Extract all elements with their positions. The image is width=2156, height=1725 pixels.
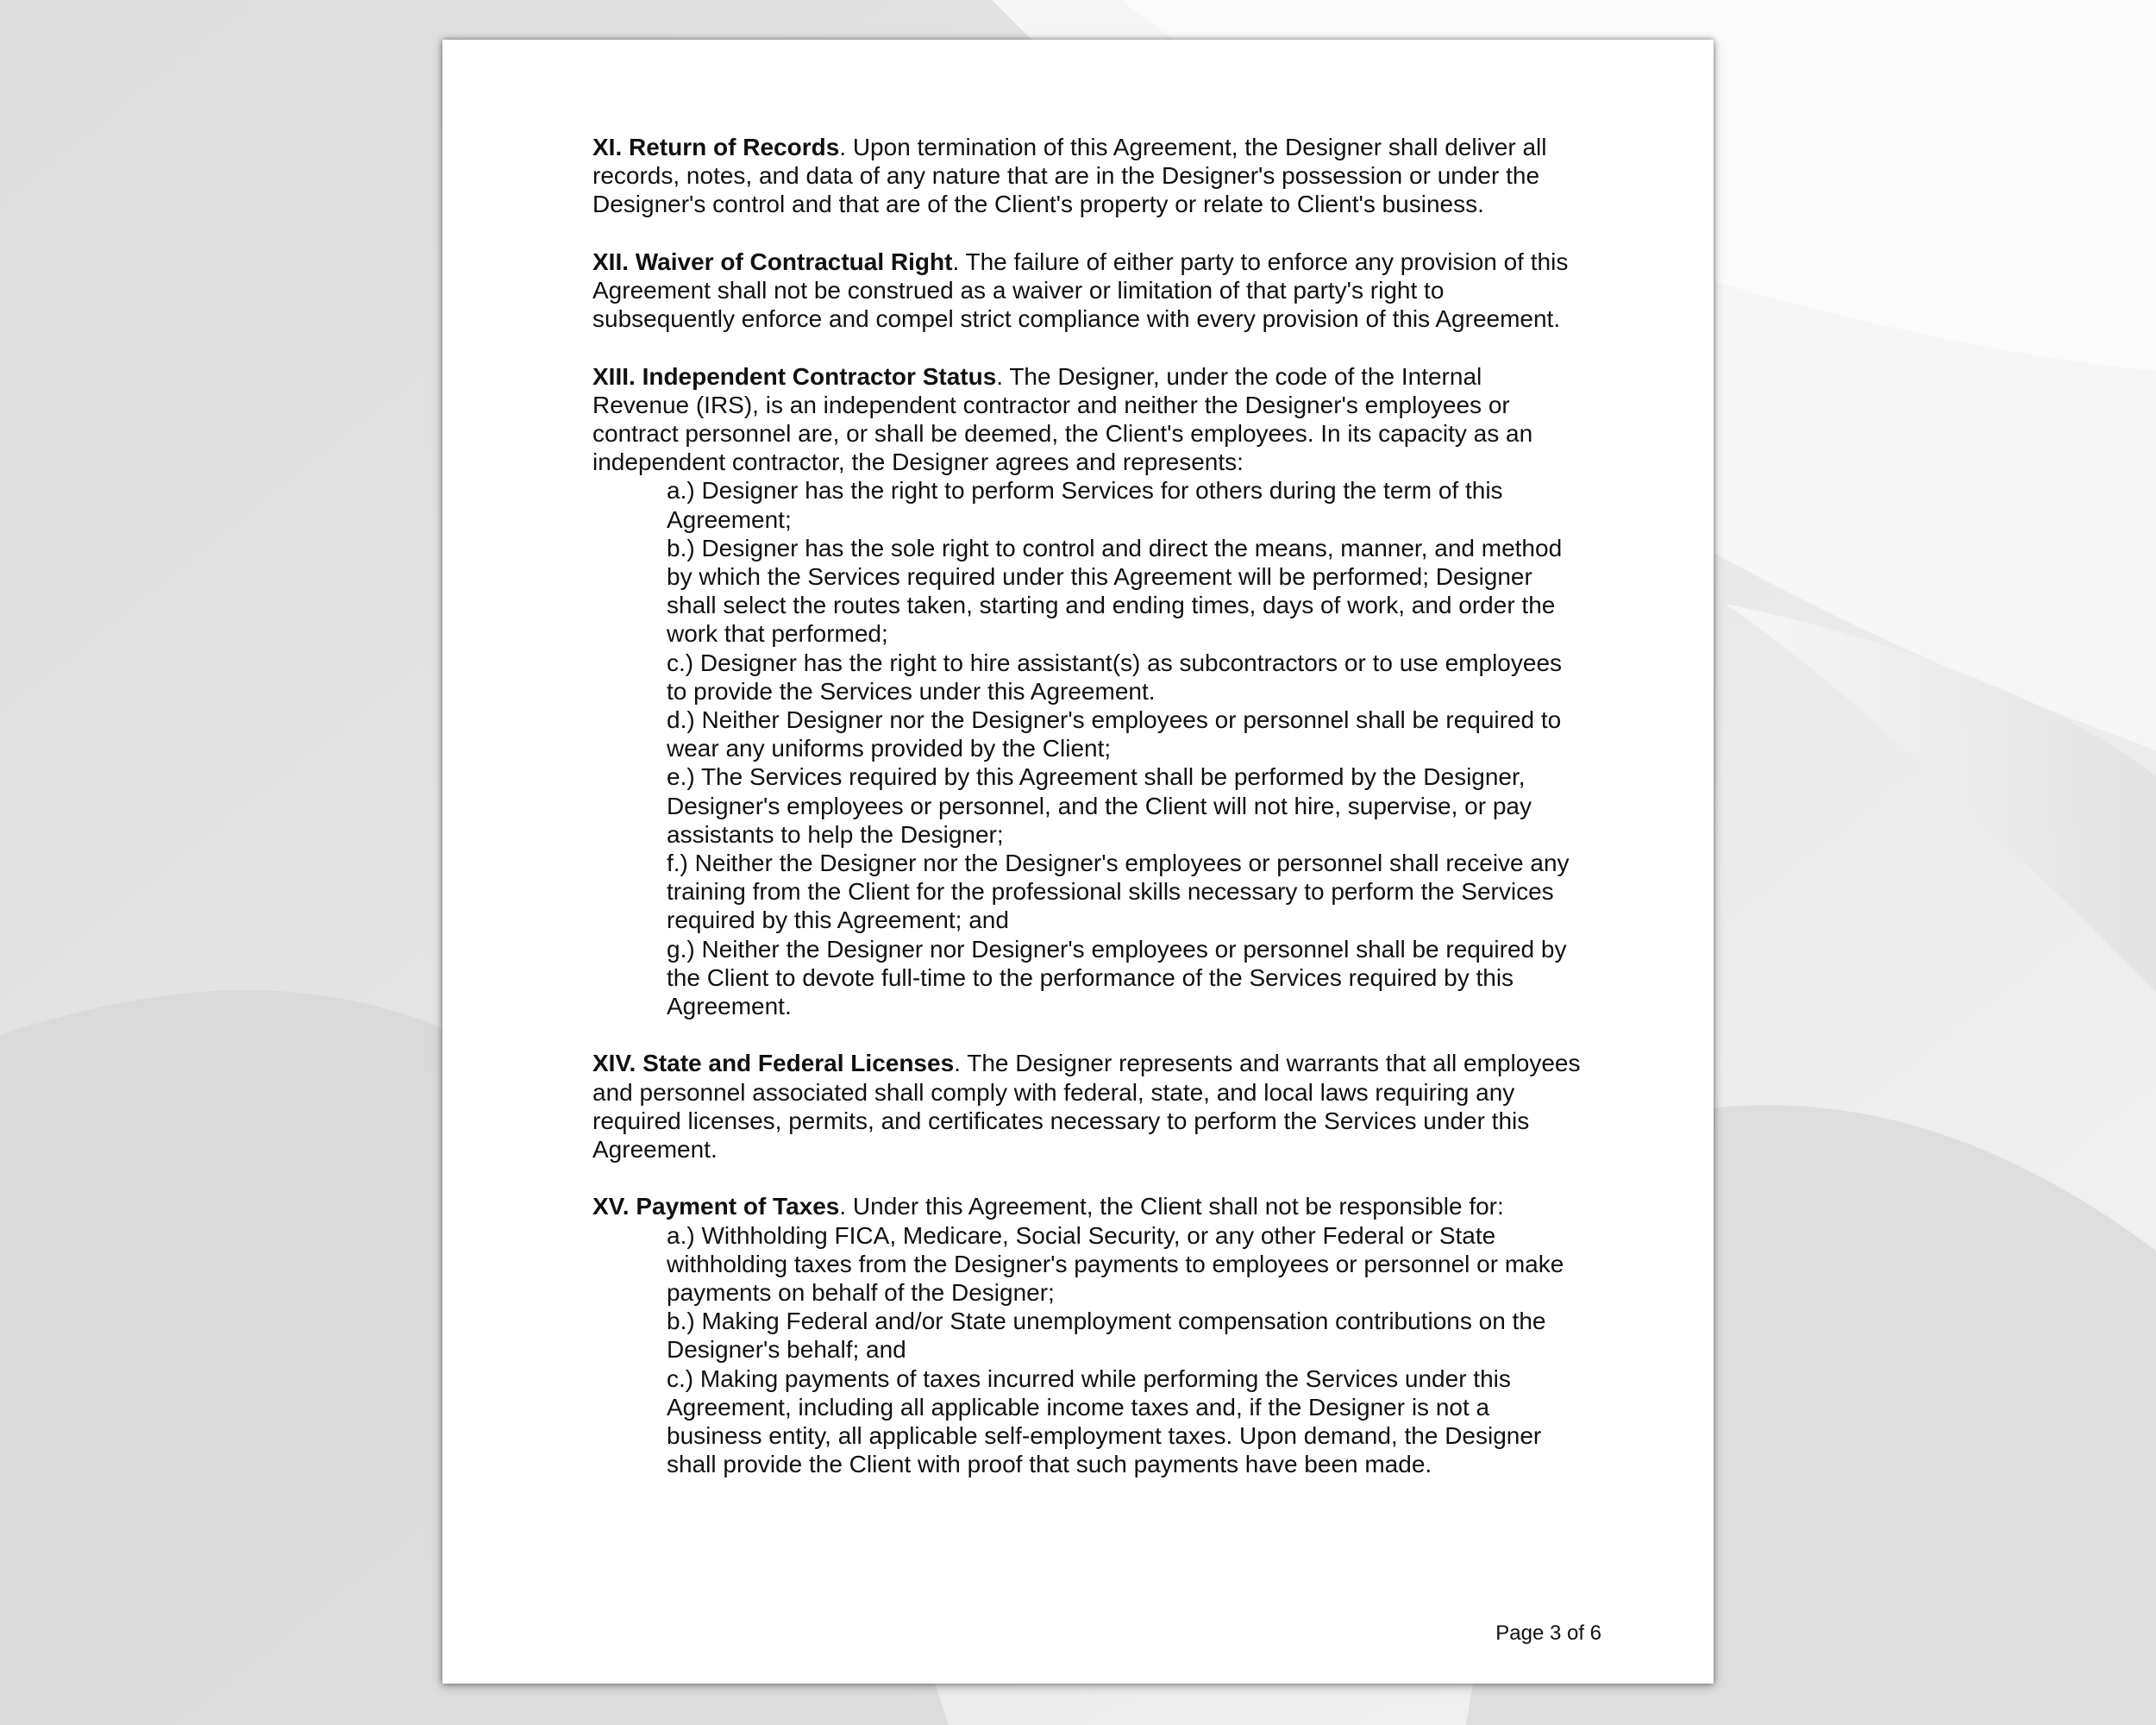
section-independent-contractor-status	[592, 362, 1584, 1021]
section-waiver-of-contractual-right	[592, 248, 1584, 334]
section-paragraph	[592, 1192, 1584, 1220]
section-text: . Under this Agreement, the Client shall not be responsible for:	[839, 1193, 1504, 1220]
section-list	[592, 1221, 1584, 1479]
section-state-and-federal-licenses	[592, 1049, 1584, 1164]
section-heading: XIV. State and Federal Licenses	[592, 1050, 955, 1077]
section-paragraph	[592, 362, 1584, 477]
section-return-of-records	[592, 133, 1584, 219]
list-item: b.) Making Federal and/or State unemployment compensation contributions on the Designer's behalf; and	[667, 1308, 1546, 1364]
page-number: Page 3 of 6	[1495, 1622, 1601, 1645]
list-item: e.) The Services required by this Agreement shall be performed by the Designer, Designer's employees or personnel, and the Client will not hire, supervise, or pay assistants to help the Designer;	[667, 763, 1532, 848]
section-text: . The failure of either party to enforce any provision of this Agreement shall not be construed as a waiver or limitation of that party's right to subsequently enforce and compel strict compliance with every provision of this Agreement.	[592, 248, 1569, 333]
list-item: c.) Making payments of taxes incurred while performing the Services under this Agreement, including all applicable income taxes and, if the Designer is not a business entity, all applicable self-employment taxes. Upon demand, the Designer shall provide the Client with proof that such payments have been made.	[667, 1364, 1542, 1478]
section-heading: XIII. Independent Contractor Status	[592, 362, 997, 390]
document-body	[592, 133, 1584, 1508]
section-text: . The Designer represents and warrants that all employees and personnel associated shall comply with federal, state, and local laws requiring any required licenses, permits, and certificates necessary to perform the Services under this Agreement.	[592, 1050, 1581, 1164]
section-heading: XI. Return of Records	[592, 134, 840, 160]
document-page	[442, 40, 1714, 1684]
list-item: f.) Neither the Designer nor the Designer's employees or personnel shall receive any training from the Client for the professional skills necessary to perform the Services required by this Agreement; and	[667, 850, 1570, 934]
section-paragraph	[592, 1049, 1584, 1164]
section-list	[592, 476, 1584, 1020]
list-item: g.) Neither the Designer nor Designer's employees or personnel shall be required by the Client to devote full-time to the performance of the Services required by this Agreement.	[667, 935, 1567, 1020]
section-heading: XII. Waiver of Contractual Right	[592, 248, 953, 275]
section-paragraph	[592, 133, 1584, 219]
section-text: . The Designer, under the code of the Internal Revenue (IRS), is an independent contractor and neither the Designer's employees or contract personnel are, or shall be deemed, the Client's employees. In its capacity as an independent contractor, the Designer agrees and represents:	[592, 362, 1533, 476]
section-payment-of-taxes	[592, 1192, 1584, 1478]
section-heading: XV. Payment of Taxes	[592, 1193, 840, 1220]
list-item: b.) Designer has the sole right to control and direct the means, manner, and method by which the Services required under this Agreement will be performed; Designer shall select the routes taken, starting and ending times, days of work, and order the work that performed;	[667, 534, 1563, 648]
list-item: a.) Designer has the right to perform Services for others during the term of this Agreement;	[667, 477, 1503, 533]
list-item: d.) Neither Designer nor the Designer's employees or personnel shall be required to wear any uniforms provided by the Client;	[667, 706, 1562, 762]
section-paragraph	[592, 248, 1584, 334]
section-text: . Upon termination of this Agreement, the Designer shall deliver all records, notes, and data of any nature that are in the Designer's possession or under the Designer's control and that are of the Client's property or relate to Client's business.	[592, 134, 1547, 218]
list-item: c.) Designer has the right to hire assistant(s) as subcontractors or to use employees to provide the Services under this Agreement.	[667, 649, 1563, 705]
list-item: a.) Withholding FICA, Medicare, Social Security, or any other Federal or State withholding taxes from the Designer's payments to employees or personnel or make payments on behalf of the Designer;	[667, 1221, 1564, 1307]
